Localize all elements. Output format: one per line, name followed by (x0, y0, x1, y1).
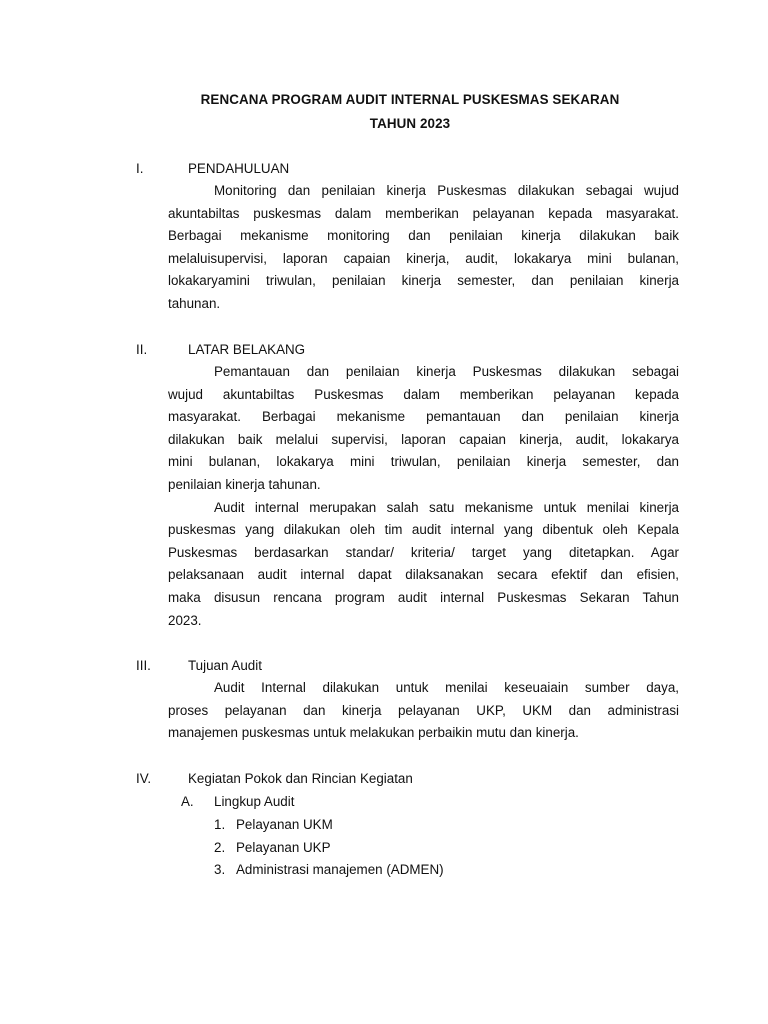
paragraph-line: akuntabiltas puskesmas dalam memberikan pelayanan kepada masyarakat. (168, 205, 679, 221)
paragraph-line: lokakaryamini triwulan, penilaian kinerja semester, dan penilaian kinerja (168, 273, 679, 289)
list-item: Pelayanan UKM (236, 817, 333, 832)
paragraph-line: puskesmas yang dilakukan oleh tim audit internal yang dibentuk oleh Kepala (168, 522, 679, 538)
paragraph-line: pelaksanaan audit internal dapat dilaksanakan secara efektif dan efisien, (168, 567, 679, 583)
paragraph-line: Monitoring dan penilaian kinerja Puskesmas dilakukan sebagai wujud (214, 183, 679, 198)
list-item-number: 1. (214, 817, 226, 832)
paragraph-line: Audit Internal dilakukan untuk menilai keseuaiain sumber daya, (214, 680, 679, 695)
paragraph-line: manajemen puskesmas untuk melakukan perbaikin mutu dan kinerja. (168, 725, 579, 741)
section-paragraph (168, 180, 679, 316)
paragraph-line: tahunan. (168, 295, 221, 311)
subsection-letter: A. (181, 794, 194, 809)
section-paragraph (168, 677, 679, 745)
paragraph-line: Berbagai mekanisme monitoring dan penilaian kinerja dilakukan baik (168, 228, 679, 244)
list-item-number: 2. (214, 840, 226, 855)
paragraph-line: Puskesmas berdasarkan standar/ kriteria/ target yang ditetapkan. Agar (168, 544, 679, 560)
paragraph-line: mini bulanan, lokakarya mini triwulan, penilaian kinerja semester, dan (168, 454, 679, 470)
section-number: II. (136, 342, 148, 357)
subsection-heading: Lingkup Audit (214, 794, 295, 809)
section-number: I. (136, 161, 144, 176)
paragraph-line: Audit internal merupakan salah satu mekanisme untuk menilai kinerja (214, 499, 679, 515)
document-title-year: TAHUN 2023 (369, 116, 451, 131)
list-item-number: 3. (214, 862, 226, 877)
paragraph-line: melaluisupervisi, laporan capaian kinerja, audit, lokakarya mini bulanan, (168, 250, 679, 266)
section-number: IV. (136, 771, 152, 786)
section-heading: Tujuan Audit (188, 658, 262, 673)
paragraph-line: proses pelayanan dan kinerja pelayanan UKP, UKM dan administrasi (168, 702, 679, 718)
section-heading: PENDAHULUAN (188, 161, 290, 176)
list-item: Pelayanan UKP (236, 840, 331, 855)
paragraph-line: dilakukan baik melalui supervisi, laporan capaian kinerja, audit, lokakarya (168, 431, 679, 447)
section-number: III. (136, 658, 151, 673)
section-paragraph (168, 361, 679, 632)
paragraph-line: maka disusun rencana program audit internal Puskesmas Sekaran Tahun (168, 589, 679, 605)
section-heading: LATAR BELAKANG (188, 342, 306, 357)
paragraph-line: 2023. (168, 612, 202, 628)
list-item: Administrasi manajemen (ADMEN) (236, 862, 444, 877)
paragraph-line: masyarakat. Berbagai mekanisme pemantauan dan penilaian kinerja (168, 409, 679, 425)
paragraph-line: penilaian kinerja tahunan. (168, 476, 321, 492)
document-title: RENCANA PROGRAM AUDIT INTERNAL PUSKESMAS SEKARAN (200, 92, 620, 107)
section-heading: Kegiatan Pokok dan Rincian Kegiatan (188, 771, 413, 786)
paragraph-line: Pemantauan dan penilaian kinerja Puskesmas dilakukan sebagai (214, 364, 679, 379)
paragraph-line: wujud akuntabiltas Puskesmas dalam memberikan pelayanan kepada (168, 386, 679, 402)
